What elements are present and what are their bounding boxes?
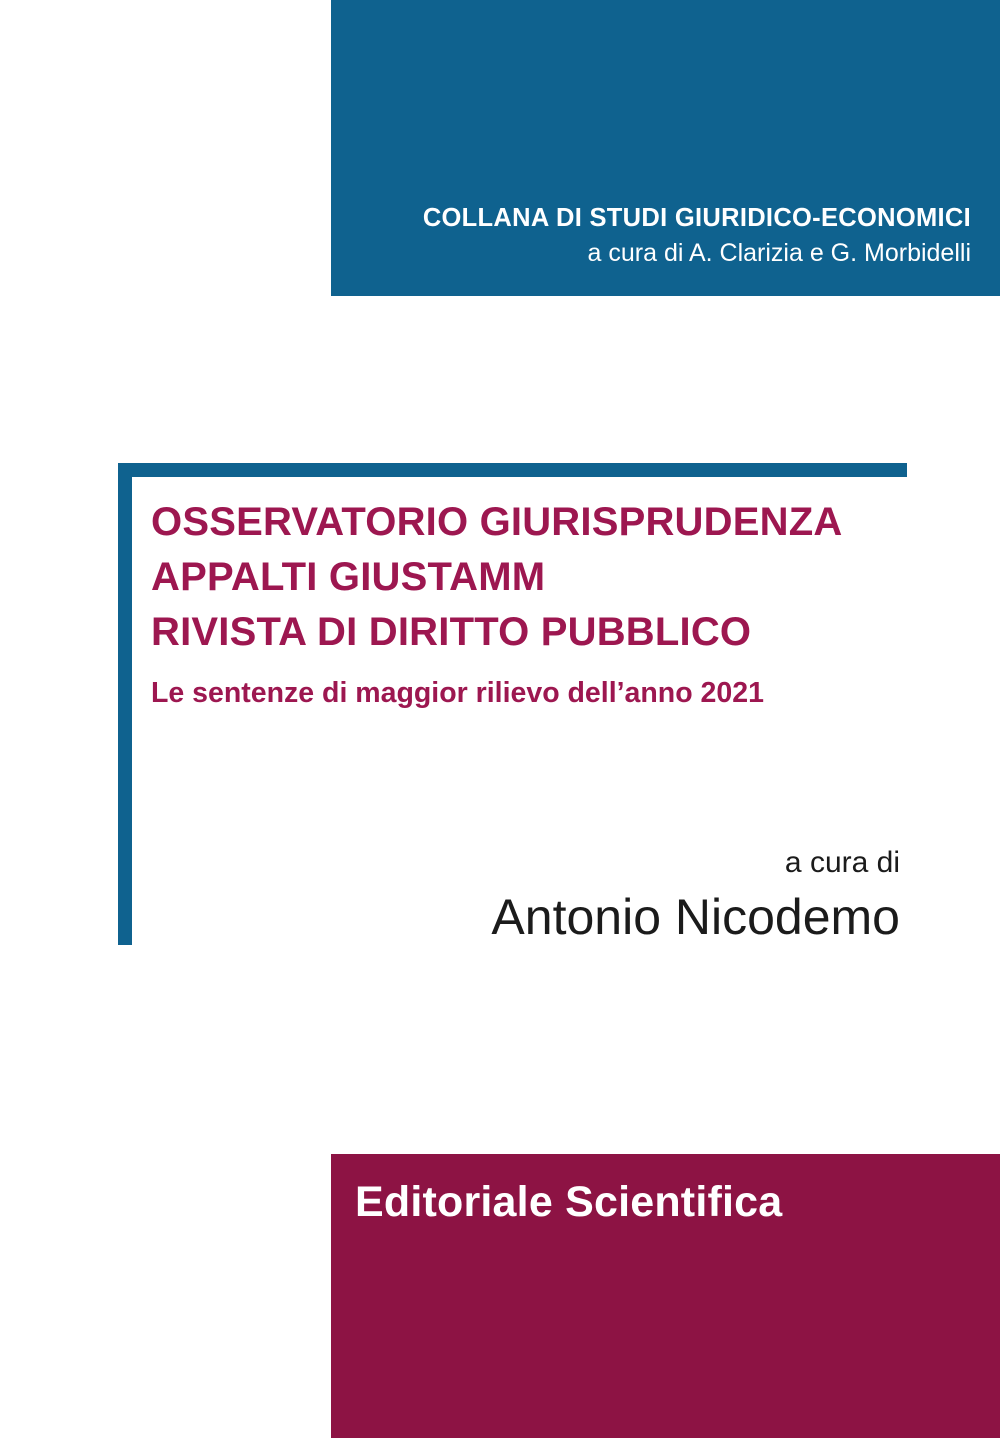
page-subtitle: Le sentenze di maggior rilievo dell’anno 2021 [151,677,764,710]
page-title-line-3: RIVISTA DI DIRITTO PUBBLICO [151,609,752,654]
series-band [331,0,1000,296]
series-band-text [331,203,971,268]
page-title-line-2: APPALTI GIUSTAMM [151,554,546,599]
series-title: COLLANA DI STUDI GIURIDICO-ECONOMICI [422,204,971,233]
curator-block [118,845,900,947]
series-editors: a cura di A. Clarizia e G. Morbidelli [587,239,971,267]
publisher-name: Editoriale Scientifica [355,1178,783,1226]
curator-label: a cura di [784,846,900,879]
curator-name: Antonio Nicodemo [491,889,900,945]
bracket-top-rule [118,463,907,477]
title-text-group [151,495,907,712]
page-title-line-1: OSSERVATORIO GIURISPRUDENZA [151,500,843,544]
publisher-band [331,1154,1000,1438]
